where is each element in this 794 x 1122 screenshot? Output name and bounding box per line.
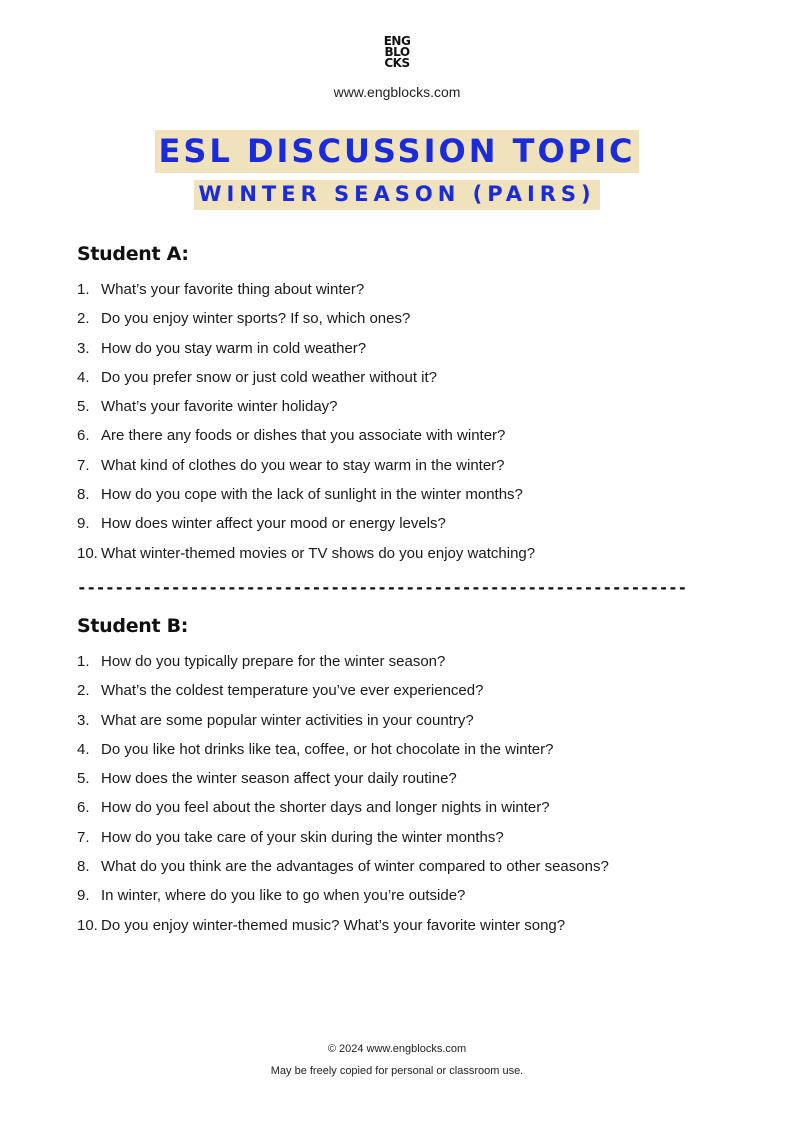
question-text: What’s your favorite thing about winter? — [101, 281, 365, 298]
question-number: 2. — [77, 682, 90, 700]
list-item — [77, 652, 717, 681]
question-text: How do you feel about the shorter days and longer nights in winter? — [101, 799, 550, 817]
question-number: 10. — [77, 916, 98, 934]
section-divider: ----------------------------------------------------------------- — [77, 578, 687, 597]
list-item — [77, 368, 717, 397]
page-title: ESL DISCUSSION TOPIC — [155, 130, 640, 173]
list-item — [77, 828, 717, 857]
student-b-heading: Student B: — [77, 615, 189, 637]
question-text: Do you prefer snow or just cold weather without it? — [101, 368, 437, 386]
list-item — [77, 309, 717, 338]
list-item — [77, 711, 717, 740]
question-text: Are there any foods or dishes that you associate with winter? — [101, 427, 506, 445]
list-item — [77, 740, 717, 769]
site-url: www.engblocks.com — [333, 84, 461, 100]
question-number: 7. — [77, 828, 90, 846]
question-text: In winter, where do you like to go when you’re outside? — [101, 887, 466, 905]
question-text: What’s the coldest temperature you’ve ever experienced? — [101, 682, 484, 700]
question-number: 1. — [77, 653, 90, 670]
list-item — [77, 769, 717, 798]
question-text: How do you typically prepare for the winter season? — [101, 653, 446, 670]
question-number: 2. — [77, 310, 90, 328]
page-subtitle: WINTER SEASON (PAIRS) — [194, 180, 599, 210]
student-b-questions — [77, 652, 717, 945]
list-item — [77, 397, 717, 426]
question-text: How does winter affect your mood or energy levels? — [101, 515, 446, 533]
logo-line: ENG — [383, 34, 411, 48]
question-text: Do you enjoy winter sports? If so, which ones? — [101, 310, 411, 328]
list-item — [77, 857, 717, 886]
question-text: Do you like hot drinks like tea, coffee, or hot chocolate in the winter? — [101, 740, 554, 758]
question-text: How does the winter season affect your daily routine? — [101, 770, 457, 788]
question-number: 10. — [77, 544, 98, 562]
question-number: 6. — [77, 799, 90, 817]
engblocks-logo — [377, 36, 417, 69]
question-text: Do you enjoy winter-themed music? What’s your favorite winter song? — [101, 916, 566, 934]
question-number: 8. — [77, 858, 90, 876]
question-number: 4. — [77, 368, 90, 386]
question-number: 4. — [77, 740, 90, 758]
question-number: 3. — [77, 711, 90, 729]
question-text: What do you think are the advantages of winter compared to other seasons? — [101, 858, 609, 876]
question-number: 7. — [77, 456, 90, 474]
list-item — [77, 426, 717, 455]
list-item — [77, 681, 717, 710]
list-item — [77, 916, 717, 945]
student-a-questions — [77, 280, 717, 573]
student-a-heading: Student A: — [77, 243, 189, 265]
question-number: 5. — [77, 770, 90, 788]
question-number: 6. — [77, 427, 90, 445]
question-text: How do you take care of your skin during the winter months? — [101, 828, 504, 846]
list-item — [77, 886, 717, 915]
question-text: What kind of clothes do you wear to stay warm in the winter? — [101, 456, 505, 474]
question-number: 5. — [77, 398, 90, 416]
question-number: 8. — [77, 486, 90, 504]
question-number: 1. — [77, 281, 90, 298]
logo-line: CKS — [384, 56, 410, 70]
list-item — [77, 544, 717, 573]
list-item — [77, 514, 717, 543]
question-number: 9. — [77, 515, 90, 533]
footer-copyright: © 2024 www.engblocks.com — [327, 1043, 467, 1055]
question-text: What winter-themed movies or TV shows do you enjoy watching? — [101, 544, 536, 562]
footer-note: May be freely copied for personal or classroom use. — [270, 1065, 524, 1077]
list-item — [77, 798, 717, 827]
logo-line: BLO — [384, 45, 410, 59]
list-item — [77, 485, 717, 514]
question-number: 9. — [77, 887, 90, 905]
question-text: How do you stay warm in cold weather? — [101, 339, 367, 357]
question-text: What’s your favorite winter holiday? — [101, 398, 338, 416]
list-item — [77, 280, 717, 309]
question-text: What are some popular winter activities in your country? — [101, 711, 474, 729]
question-text: How do you cope with the lack of sunlight in the winter months? — [101, 486, 523, 504]
list-item — [77, 339, 717, 368]
list-item — [77, 456, 717, 485]
question-number: 3. — [77, 339, 90, 357]
